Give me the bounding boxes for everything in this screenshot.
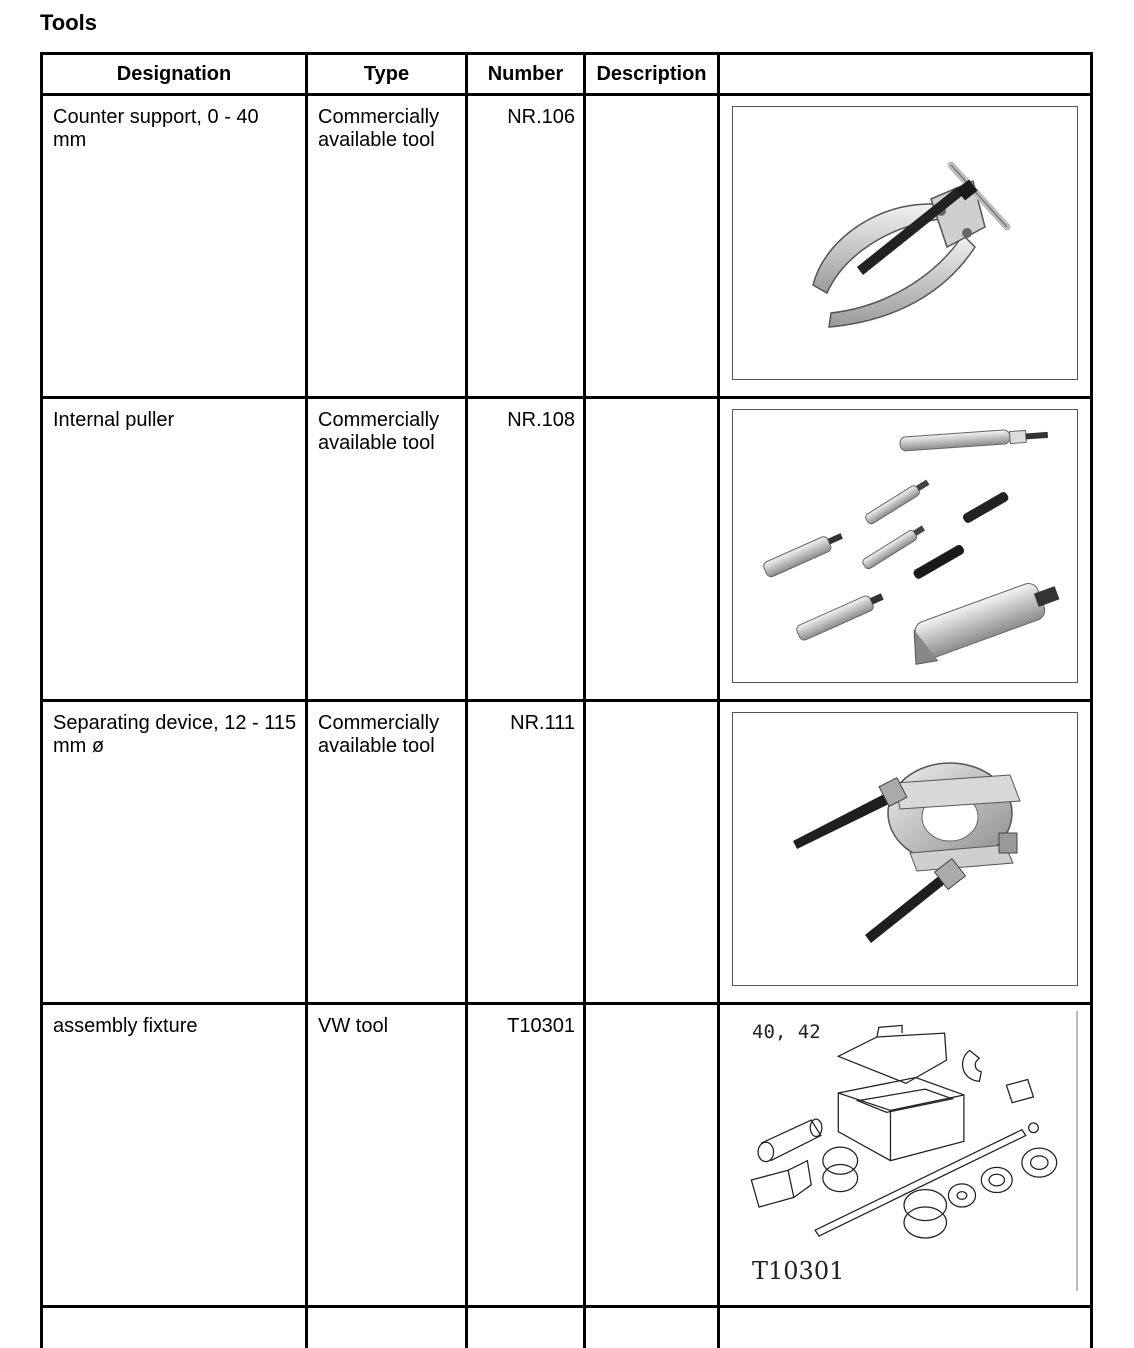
tools-table [40, 52, 1093, 1348]
cell-number: NR.106 [467, 95, 585, 398]
table-row [42, 1004, 1092, 1307]
cell-designation: assembly fixture [42, 1004, 307, 1307]
cell-number: NR.108 [467, 398, 585, 701]
table-row [42, 95, 1092, 398]
cell-image [719, 95, 1092, 398]
figure-callout-label: 40, 42 [752, 1021, 821, 1043]
cell-designation: Internal puller [42, 398, 307, 701]
figure-code-label: T10301 [752, 1257, 844, 1285]
cell-description [585, 1004, 719, 1307]
header-description: Description [585, 54, 719, 95]
table-header-row [42, 54, 1092, 95]
section-title: Tools [40, 10, 97, 36]
table-row-partial [42, 1307, 1092, 1348]
cell-number: NR.111 [467, 701, 585, 1004]
cell-type: Commercially available tool [307, 95, 467, 398]
cell-description [585, 95, 719, 398]
cell-designation: Counter support, 0 - 40 mm [42, 95, 307, 398]
header-image [719, 54, 1092, 95]
header-designation: Designation [42, 54, 307, 95]
cell-image [719, 1004, 1092, 1307]
cell-description [585, 701, 719, 1004]
table-row [42, 701, 1092, 1004]
internal-puller-set-illustration [732, 409, 1078, 683]
bearing-separator-illustration [732, 712, 1078, 986]
cell-type: VW tool [307, 1004, 467, 1307]
cell-type: Commercially available tool [307, 398, 467, 701]
cell-designation: Separating device, 12 - 115 mm ø [42, 701, 307, 1004]
two-arm-puller-illustration [732, 106, 1078, 380]
header-number: Number [467, 54, 585, 95]
cell-image [719, 398, 1092, 701]
header-type: Type [307, 54, 467, 95]
cell-image [719, 701, 1092, 1004]
table-row [42, 398, 1092, 701]
cell-description [585, 398, 719, 701]
assembly-fixture-kit-illustration [732, 1011, 1078, 1291]
cell-type: Commercially available tool [307, 701, 467, 1004]
cell-number: T10301 [467, 1004, 585, 1307]
